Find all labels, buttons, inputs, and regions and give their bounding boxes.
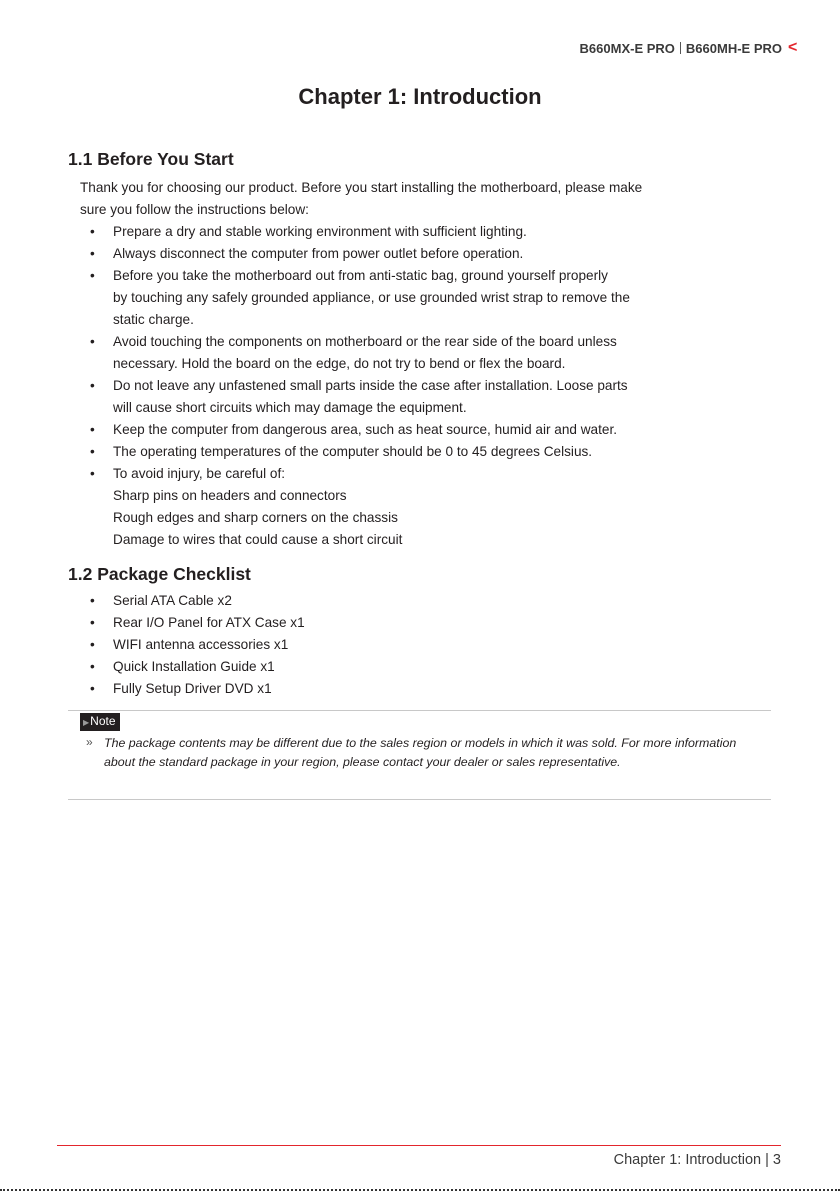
intro-line: Thank you for choosing our product. Before you start installing the motherboard, please make [80, 180, 643, 195]
list-item [0, 485, 630, 507]
bullet-icon: • [90, 224, 95, 239]
list-item [0, 634, 305, 656]
list-item-text: The operating temperatures of the computer should be 0 to 45 degrees Celsius. [113, 444, 593, 459]
list-item-text: Quick Installation Guide x1 [113, 659, 275, 674]
list-item [0, 529, 630, 551]
list-item-text: Fully Setup Driver DVD x1 [113, 681, 272, 696]
section-heading-package-checklist: 1.2 Package Checklist [68, 564, 251, 584]
list-item [0, 656, 305, 678]
list-item [0, 243, 630, 265]
bullet-icon: • [90, 615, 95, 630]
list-item [0, 353, 630, 375]
bullet-icon: • [90, 378, 95, 393]
bullet-icon: • [90, 637, 95, 652]
list-item-text: Rear I/O Panel for ATX Case x1 [113, 615, 305, 630]
list-item [0, 590, 305, 612]
list-item-text: Do not leave any unfastened small parts inside the case after installation. Loose parts [113, 378, 628, 393]
list-item-text: Damage to wires that could cause a short circuit [113, 532, 403, 547]
list-item-text: Sharp pins on headers and connectors [113, 488, 347, 503]
list-item-text: To avoid injury, be careful of: [113, 466, 286, 481]
note-arrow-icon: ▶ [83, 718, 90, 727]
chapter-title: Chapter 1: Introduction [298, 84, 542, 109]
list-item [0, 678, 305, 700]
section-heading-before-you-start: 1.1 Before You Start [68, 149, 234, 169]
list-item [0, 265, 630, 287]
list-item-text: Serial ATA Cable x2 [113, 593, 232, 608]
note-bottom-divider [68, 799, 771, 800]
intro-paragraph [80, 177, 642, 221]
list-item-text: Keep the computer from dangerous area, such as heat source, humid air and water. [113, 422, 618, 437]
list-item [0, 612, 305, 634]
list-item-text: WIFI antenna accessories x1 [113, 637, 289, 652]
list-item [0, 309, 630, 331]
list-item [0, 419, 630, 441]
list-item [0, 331, 630, 353]
list-item-text: Before you take the motherboard out from anti-static bag, ground yourself properly [113, 268, 608, 283]
list-item-text: Rough edges and sharp corners on the chassis [113, 510, 398, 525]
list-item [0, 507, 630, 529]
list-item-text: necessary. Hold the board on the edge, do not try to bend or flex the board. [113, 356, 566, 371]
list-item-text: will cause short circuits which may damage the equipment. [113, 400, 467, 415]
note-text: The package contents may be different due to the sales region or models in which it was sold. For more information about the standard package in your region, please contact your dealer or sales representative. [104, 736, 737, 769]
model-b: B660MH-E PRO [685, 41, 782, 56]
header-arrow-icon: < [788, 39, 798, 56]
list-item-text: static charge. [113, 312, 194, 327]
bullet-icon: • [90, 593, 95, 608]
list-item-text: Always disconnect the computer from power outlet before operation. [113, 246, 524, 261]
note-label [80, 713, 120, 731]
footer-page-label: Chapter 1: Introduction | 3 [613, 1152, 781, 1168]
list-item [0, 287, 630, 309]
bullet-icon: • [90, 268, 95, 283]
bullet-icon: • [90, 422, 95, 437]
bullet-icon: • [90, 681, 95, 696]
bullet-icon: • [90, 659, 95, 674]
list-item-text: Prepare a dry and stable working environment with sufficient lighting. [113, 224, 527, 239]
note-label-text: Note [90, 714, 116, 728]
list-item-text: by touching any safely grounded appliance, or use grounded wrist strap to remove the [113, 290, 630, 305]
bullet-icon: • [90, 444, 95, 459]
before-start-list [0, 221, 630, 551]
header-separator [680, 42, 681, 54]
note-top-divider [68, 710, 771, 711]
footer-divider [57, 1145, 781, 1146]
header-models [580, 41, 782, 56]
package-checklist [0, 590, 305, 700]
bullet-icon: • [90, 466, 95, 481]
bullet-icon: • [90, 334, 95, 349]
list-item-text: Avoid touching the components on motherboard or the rear side of the board unless [113, 334, 617, 349]
model-a: B660MX-E PRO [579, 41, 675, 56]
list-item [0, 397, 630, 419]
intro-line: sure you follow the instructions below: [80, 202, 309, 217]
note-marker: » [86, 735, 93, 749]
list-item [0, 221, 630, 243]
list-item [0, 441, 630, 463]
bullet-icon: • [90, 246, 95, 261]
list-item [0, 375, 630, 397]
list-item [0, 463, 630, 485]
